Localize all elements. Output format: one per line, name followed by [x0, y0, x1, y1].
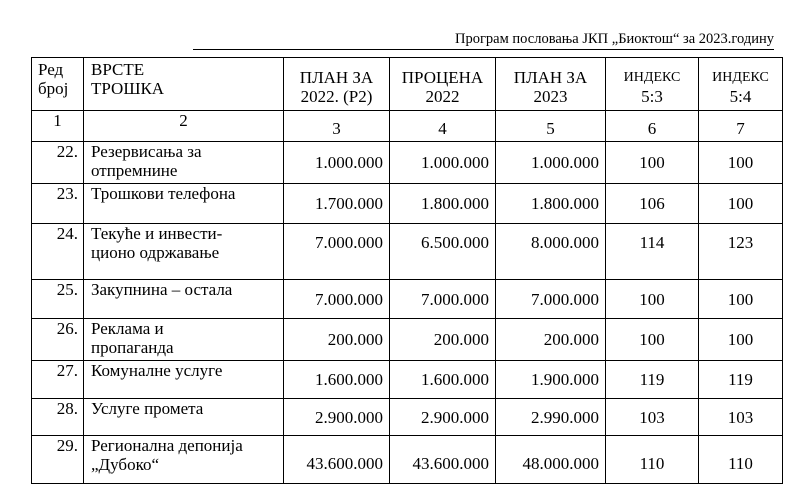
cell-plan2022: 200.000	[284, 319, 390, 361]
header-plan2022	[284, 58, 390, 111]
cell-plan2022: 7.000.000	[284, 280, 390, 319]
header-procena-line2: 2022	[425, 87, 460, 106]
colnum-4: 4	[390, 111, 496, 142]
row-number: 25.	[32, 280, 84, 319]
cell-idx54: 119	[699, 361, 783, 399]
row-name-line: пропаганда	[91, 338, 174, 357]
header-row	[32, 58, 783, 111]
row-name-line: ционо одржавање	[91, 243, 220, 262]
cell-plan2023: 48.000.000	[496, 436, 606, 484]
header-rb	[32, 58, 84, 111]
column-number-row	[32, 111, 783, 142]
row-name	[84, 319, 284, 361]
document-header: Програм пословања ЈКП „Биоктош“ за 2023.годину	[193, 30, 774, 50]
row-name-line: Резервисања за	[91, 142, 202, 161]
colnum-2: 2	[84, 111, 284, 142]
header-plan2022-line2: 2022. (Р2)	[300, 87, 373, 106]
cell-plan2023: 200.000	[496, 319, 606, 361]
cell-plan2023: 8.000.000	[496, 224, 606, 280]
table-row	[32, 280, 783, 319]
cell-plan2023: 1.000.000	[496, 142, 606, 184]
cell-idx54: 110	[699, 436, 783, 484]
row-name	[84, 361, 284, 399]
header-procena-line1: ПРОЦЕНА	[401, 68, 484, 87]
table-row	[32, 399, 783, 436]
table-row	[32, 436, 783, 484]
row-name-line: Закупнина – остала	[91, 280, 233, 299]
cell-idx53: 100	[606, 319, 699, 361]
row-name	[84, 436, 284, 484]
row-number: 28.	[32, 399, 84, 436]
row-number: 23.	[32, 184, 84, 224]
cell-plan2022: 1.600.000	[284, 361, 390, 399]
cell-idx53: 114	[606, 224, 699, 280]
row-name	[84, 142, 284, 184]
cell-plan2022: 1.700.000	[284, 184, 390, 224]
header-idx54-line2: 5:4	[729, 87, 752, 106]
row-number: 29.	[32, 436, 84, 484]
header-idx54-line1: ИНДЕКС	[712, 70, 769, 85]
header-vrste-line2: ТРОШКА	[91, 79, 165, 98]
table-row	[32, 361, 783, 399]
row-name	[84, 399, 284, 436]
row-number: 22.	[32, 142, 84, 184]
cell-idx53: 119	[606, 361, 699, 399]
header-idx53-line2: 5:3	[641, 87, 663, 106]
cell-procena: 1.800.000	[390, 184, 496, 224]
colnum-1: 1	[32, 111, 84, 142]
header-rb-line1: Ред	[38, 60, 64, 79]
cell-procena: 200.000	[390, 319, 496, 361]
header-idx53-line1: ИНДЕКС	[623, 70, 681, 85]
cell-plan2022: 43.600.000	[284, 436, 390, 484]
cell-idx53: 103	[606, 399, 699, 436]
header-plan2022-line1: ПЛАН ЗА	[299, 68, 374, 87]
cost-table	[31, 57, 783, 484]
table-row	[32, 142, 783, 184]
table-row	[32, 224, 783, 280]
row-name-line: Текуће и инвести-	[91, 224, 223, 243]
header-rb-line2: број	[38, 79, 69, 98]
cell-procena: 7.000.000	[390, 280, 496, 319]
cell-idx54: 103	[699, 399, 783, 436]
cell-idx53: 100	[606, 280, 699, 319]
cell-idx53: 106	[606, 184, 699, 224]
header-plan2023-line2: 2023	[533, 87, 568, 106]
row-name-line: Услуге промета	[91, 399, 204, 418]
header-vrste-line1: ВРСТЕ	[91, 60, 145, 79]
row-number: 26.	[32, 319, 84, 361]
row-name	[84, 280, 284, 319]
header-idx53	[606, 58, 699, 111]
colnum-6: 6	[606, 111, 699, 142]
row-name-line: Комуналне услуге	[91, 361, 223, 380]
cell-plan2023: 2.990.000	[496, 399, 606, 436]
cell-plan2023: 1.900.000	[496, 361, 606, 399]
row-name-line: „Дубоко“	[91, 455, 160, 474]
colnum-5: 5	[496, 111, 606, 142]
cell-procena: 2.900.000	[390, 399, 496, 436]
header-vrste	[84, 58, 284, 111]
row-number: 27.	[32, 361, 84, 399]
cell-procena: 1.600.000	[390, 361, 496, 399]
cell-idx53: 110	[606, 436, 699, 484]
cell-procena: 43.600.000	[390, 436, 496, 484]
cell-idx54: 100	[699, 280, 783, 319]
row-name-line: Трошкови телефона	[91, 184, 236, 203]
header-plan2023-line1: ПЛАН ЗА	[513, 68, 588, 87]
cell-plan2022: 1.000.000	[284, 142, 390, 184]
cell-idx54: 100	[699, 184, 783, 224]
row-name	[84, 224, 284, 280]
cell-procena: 6.500.000	[390, 224, 496, 280]
row-number: 24.	[32, 224, 84, 280]
cell-plan2023: 1.800.000	[496, 184, 606, 224]
cell-plan2023: 7.000.000	[496, 280, 606, 319]
cell-idx53: 100	[606, 142, 699, 184]
row-name	[84, 184, 284, 224]
colnum-7: 7	[699, 111, 783, 142]
cell-idx54: 123	[699, 224, 783, 280]
cell-idx54: 100	[699, 142, 783, 184]
header-idx54	[699, 58, 783, 111]
cell-procena: 1.000.000	[390, 142, 496, 184]
table-row	[32, 319, 783, 361]
cell-idx54: 100	[699, 319, 783, 361]
row-name-line: отпремнине	[91, 161, 178, 180]
colnum-3: 3	[284, 111, 390, 142]
row-name-line: Реклама и	[91, 319, 164, 338]
header-procena	[390, 58, 496, 111]
cell-plan2022: 7.000.000	[284, 224, 390, 280]
header-plan2023	[496, 58, 606, 111]
row-name-line: Регионална депонија	[91, 436, 243, 455]
table-row	[32, 184, 783, 224]
cell-plan2022: 2.900.000	[284, 399, 390, 436]
